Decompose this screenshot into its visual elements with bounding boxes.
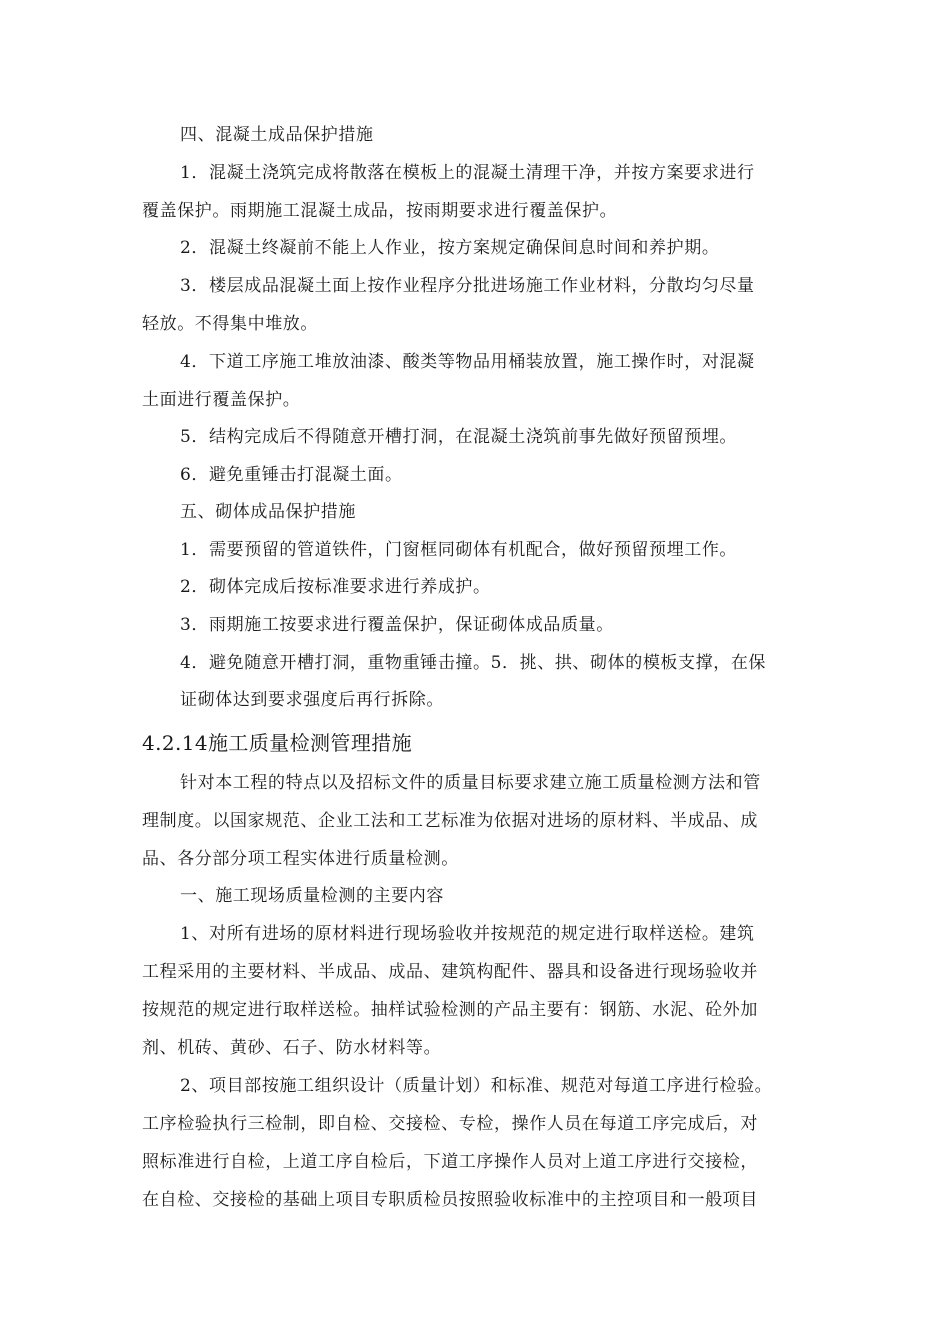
section-4-2-14-p1-line2: 工程采用的主要材料、半成品、成品、建筑构配件、器具和设备进行现场验收并: [142, 962, 758, 982]
section-four-item2: 2．混凝土终凝前不能上人作业，按方案规定确保间息时间和养护期。: [180, 238, 720, 258]
section-five-item3: 3．雨期施工按要求进行覆盖保护，保证砌体成品质量。: [180, 615, 614, 635]
section-five-item1: 1．需要预留的管道铁件，门窗框同砌体有机配合，做好预留预埋工作。: [180, 540, 738, 560]
section-4-2-14-p2-line1: 2、项目部按施工组织设计（质量计划）和标准、规范对每道工序进行检验。: [180, 1076, 773, 1096]
section-4-2-14-p1-line4: 剂、机砖、黄砂、石子、防水材料等。: [142, 1038, 442, 1058]
section-four-item4-line1: 4．下道工序施工堆放油漆、酸类等物品用桶装放置，施工操作时，对混凝: [180, 352, 755, 372]
section-4-2-14-intro-line1: 针对本工程的特点以及招标文件的质量目标要求建立施工质量检测方法和管: [180, 773, 761, 793]
section-four-item3-line1: 3．楼层成品混凝土面上按作业程序分批进场施工作业材料，分散均匀尽量: [180, 276, 755, 296]
section-five-heading: 五、砌体成品保护措施: [180, 502, 356, 522]
section-4-2-14-intro-line3: 品、各分部分项工程实体进行质量检测。: [142, 849, 459, 869]
section-4-2-14-p1-line3: 按规范的规定进行取样送检。抽样试验检测的产品主要有：钢筋、水泥、砼外加: [142, 1000, 758, 1020]
section-4-2-14-p2-line3: 照标准进行自检，上道工序自检后，下道工序操作人员对上道工序进行交接检，: [142, 1152, 758, 1172]
section-four-item3-line2: 轻放。不得集中堆放。: [142, 314, 318, 334]
section-4-2-14-intro-line2: 理制度。以国家规范、企业工法和工艺标准为依据对进场的原材料、半成品、成: [142, 811, 758, 831]
section-five-item4-line2: 证砌体达到要求强度后再行拆除。: [180, 690, 444, 710]
section-4-2-14-subheading: 一、施工现场质量检测的主要内容: [180, 886, 444, 906]
section-4-2-14-p1-line1: 1、对所有进场的原材料进行现场验收并按规范的规定进行取样送检。建筑: [180, 924, 755, 944]
section-five-item4-line1: 4．避免随意开槽打洞，重物重锤击撞。5．挑、拱、砌体的模板支撑，在保: [180, 653, 767, 673]
section-four-item1-line1: 1．混凝土浇筑完成将散落在模板上的混凝土清理干净，并按方案要求进行: [180, 163, 755, 183]
section-four-item5: 5．结构完成后不得随意开槽打洞，在混凝土浇筑前事先做好预留预埋。: [180, 427, 738, 447]
section-four-item6: 6．避免重锤击打混凝土面。: [180, 465, 403, 485]
section-four-item4-line2: 土面进行覆盖保护。: [142, 390, 301, 410]
section-4-2-14-title: 4.2.14施工质量检测管理措施: [142, 731, 413, 755]
section-four-item1-line2: 覆盖保护。雨期施工混凝土成品，按雨期要求进行覆盖保护。: [142, 201, 618, 221]
section-four-heading: 四、混凝土成品保护措施: [180, 125, 374, 145]
section-4-2-14-p2-line2: 工序检验执行三检制，即自检、交接检、专检，操作人员在每道工序完成后，对: [142, 1114, 758, 1134]
section-five-item2: 2．砌体完成后按标准要求进行养成护。: [180, 577, 491, 597]
section-4-2-14-p2-line4: 在自检、交接检的基础上项目专职质检员按照验收标准中的主控项目和一般项目: [142, 1190, 758, 1210]
